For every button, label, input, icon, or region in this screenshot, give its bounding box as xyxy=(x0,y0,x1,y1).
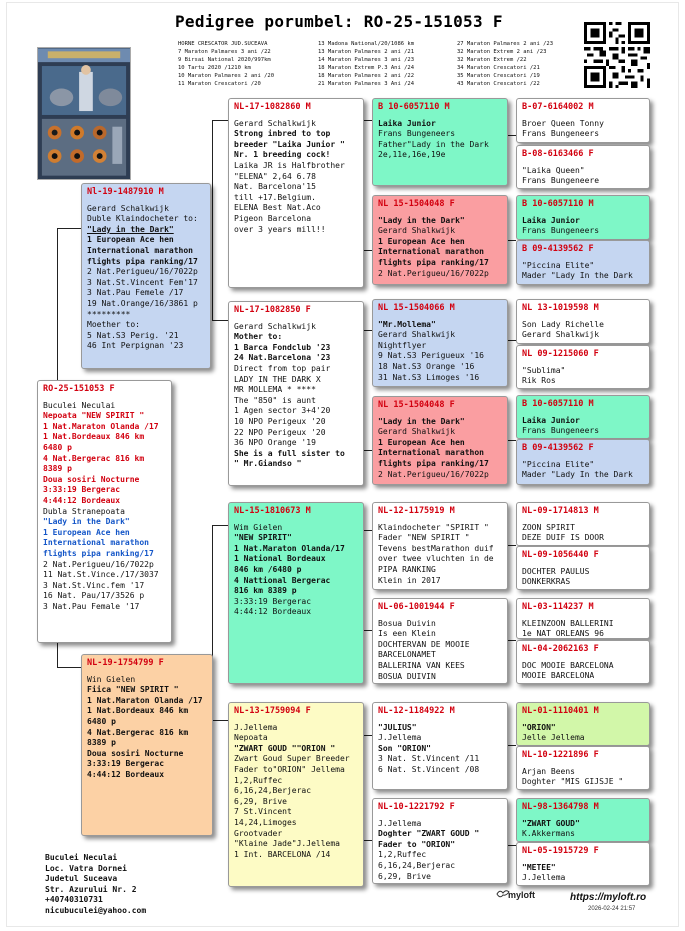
text-line: Doghter "ZWART GOUD " xyxy=(378,829,480,839)
text-line: Mader "Lady In the Dark xyxy=(522,470,633,480)
text-line: Fader to"ORION" Jellema xyxy=(234,764,345,774)
text-line: Win Gielen xyxy=(87,674,136,684)
text-line: BALLERINA VAN KEES xyxy=(378,660,465,670)
text-line: Duble Klaindocheter to: xyxy=(87,214,198,224)
text-line: 6,16,24,Berjerac xyxy=(378,860,456,870)
text-line: 9 Nat.S3 Perigueux '16 xyxy=(378,351,484,361)
text-line: Frans Bungeneere xyxy=(522,176,600,186)
text-line: Gerard Shalkwijk xyxy=(378,427,456,437)
text-line: 4:44:12 Bordeaux xyxy=(87,769,165,779)
ring-number: B 09-4139562 F xyxy=(522,443,594,453)
ring-number: NL-15-1810673 M xyxy=(234,506,311,516)
text-line: Laika JR is Halfbrother xyxy=(234,160,345,170)
text-line: International marathon xyxy=(378,247,484,257)
text-line: 36 NPO Orange '19 xyxy=(234,438,316,448)
text-line: Nat. Barcelona'15 xyxy=(234,182,316,192)
text-line: flights pipa ranking/17 xyxy=(378,458,489,468)
text-line: 46 Int Perpignan '23 xyxy=(87,341,184,351)
connector-line xyxy=(364,630,372,631)
text-line: "METEE" xyxy=(522,862,556,872)
ring-number: B 10-6057110 M xyxy=(522,399,594,409)
text-line: 6,29, Brive xyxy=(234,796,287,806)
text-line: 1 European Ace hen xyxy=(87,235,174,245)
text-line: International marathon xyxy=(378,448,484,458)
text-line: 816 km 8389 p xyxy=(234,586,297,596)
ring-number: NL-05-1915729 F xyxy=(522,846,599,856)
text-line: Laika Junior xyxy=(378,118,436,128)
text-line: "ZWART GOUD ""ORION " xyxy=(234,743,336,753)
text-line: 1e NAT ORLEANS 96 xyxy=(522,629,604,639)
text-line: Buculei Neculai xyxy=(43,400,116,410)
pedigree-box-g4-15[interactable] xyxy=(516,798,650,842)
text-line: till +17.Belgium. xyxy=(234,192,316,202)
text-line: DONKERKRAS xyxy=(522,577,571,587)
ring-number: B 09-4139562 F xyxy=(522,244,594,254)
text-line: 3 Nat.Pau Female '17 xyxy=(43,601,140,611)
results-column-2: 13 Madona National/20/1086 km 13 Maraton Palmares 2 ani /21 14 Maraton Palmares 3 ani /23 18 Maraton Extrem P.3 Ani /24 18 Maraton Palmares 2 ani /22 21 Maraton Palmares 3 Ani /24 xyxy=(318,41,415,87)
text-line: Gerard Shalkwijk xyxy=(522,330,600,340)
pedigree-box-dds[interactable] xyxy=(372,702,508,790)
owner-contact xyxy=(45,853,146,917)
ring-number: NL 15-1504048 F xyxy=(378,199,455,209)
text-line: 6 Nat. St.Vincent /08 xyxy=(378,764,480,774)
text-line: 3 Nat.St.Vincent Fem'17 xyxy=(87,277,198,287)
text-line: 1 European Ace hen xyxy=(378,437,465,447)
pedigree-box-dsd[interactable] xyxy=(372,598,508,684)
text-line: 846 km /6480 p xyxy=(234,564,302,574)
text-line: 16 Nat. Pau/17/3526 p xyxy=(43,591,145,601)
ring-number: NL-09-1714813 M xyxy=(522,506,599,516)
owner-line: Judetul Suceava xyxy=(45,874,118,884)
text-line: 11 Nat.St.Vince./17/3037 xyxy=(43,570,159,580)
text-line: Laika Junior xyxy=(522,215,580,225)
ring-number: NL-09-1056440 F xyxy=(522,550,599,560)
timestamp: 2026-02-24 21:57 xyxy=(588,906,636,912)
pedigree-box-g4-14[interactable] xyxy=(516,746,650,790)
ring-number: NL-10-1221792 F xyxy=(378,802,455,812)
text-line: Klein in 2017 xyxy=(378,575,441,585)
pedigree-box-g4-7[interactable] xyxy=(516,395,650,439)
text-line: DOCHTERVAN DE MOOIE xyxy=(378,639,470,649)
connector-line xyxy=(364,450,372,451)
owner-line: +40740310731 xyxy=(45,895,103,905)
text-line: 1 Nat.Bordeaux 846 km xyxy=(87,706,189,716)
website-link[interactable]: https://myloft.ro xyxy=(570,892,647,903)
text-line: 4 Nat.Bergerac 816 km xyxy=(43,453,145,463)
page-title: Pedigree porumbel: RO-25-151053 F xyxy=(175,12,503,31)
ring-number: B 10-6057110 M xyxy=(378,102,450,112)
text-line: Gerard Schalkwijk xyxy=(234,118,316,128)
text-line: 6,29, Brive xyxy=(378,871,431,881)
ring-number: NL-04-2062163 F xyxy=(522,644,599,654)
text-line: Laika Junior xyxy=(522,415,580,425)
ring-number: NL 15-1504048 F xyxy=(378,400,455,410)
text-line: Son Lady Richelle xyxy=(522,319,604,329)
pedigree-box-g4-8[interactable] xyxy=(516,439,650,485)
results-column-3: 27 Maraton Palmares 2 ani /23 32 Maraton Extrem 2 ani /23 32 Maraton Extrem /22 34 Maraton Crescatori /21 35 Maraton Crescatori /19 43 Maraton Crescatori /22 xyxy=(457,41,554,87)
owner-line: Loc. Vatra Dornei xyxy=(45,863,127,873)
text-line: Doua sosiri Nocturne xyxy=(43,474,140,484)
text-line: 4 Nat.Bergerac 816 km xyxy=(87,727,189,737)
text-line: Tevens bestMarathon duif xyxy=(378,543,494,553)
owner-email[interactable]: nicubuculei@yahoo.com xyxy=(45,905,147,915)
text-line: 1 Agen sector 3+4'20 xyxy=(234,406,331,416)
text-line: 22 NPO Perigeux '20 xyxy=(234,427,326,437)
text-line: Gerard Shalkwijk xyxy=(378,330,456,340)
connector-line xyxy=(364,250,372,251)
text-line: "Lady in the Dark" xyxy=(378,416,465,426)
pedigree-box-g4-5[interactable] xyxy=(516,299,650,344)
text-line: Nepoata xyxy=(234,733,268,743)
text-line: J.Jellema xyxy=(378,733,422,743)
text-line: ELENA Best Nat.Aco xyxy=(234,203,321,213)
text-line: Frans Bungeneers xyxy=(522,129,600,139)
pigeon-photo xyxy=(37,47,131,180)
text-line: "ELENA" 2,64 6.78 xyxy=(234,171,316,181)
text-line: Fader "NEW SPIRIT " xyxy=(378,533,470,543)
pedigree-box-sss[interactable] xyxy=(372,98,508,186)
text-line: "Piccina Elite" xyxy=(522,459,595,469)
connector-line xyxy=(212,720,228,721)
text-line: "ZWART GOUD" xyxy=(522,818,580,828)
owner-line: Str. Azurului Nr. 2 xyxy=(45,884,137,894)
text-line: 3:33:19 Bergerac xyxy=(234,596,312,606)
text-line: DOCHTER PAULUS xyxy=(522,566,590,576)
pedigree-box-sire-dam[interactable] xyxy=(228,301,364,486)
connector-line xyxy=(508,135,516,136)
text-line: 8389 p xyxy=(43,464,72,474)
ring-number: NL 13-1019598 M xyxy=(522,303,599,313)
connector-line xyxy=(508,440,516,441)
ring-number: NL-10-1221896 F xyxy=(522,750,599,760)
text-line: Frans Bungeneers xyxy=(522,226,600,236)
text-line: BOSUA DUIVIN xyxy=(378,671,436,681)
text-line: KLEINZOON BALLERINI xyxy=(522,618,614,628)
pedigree-box-g4-3[interactable] xyxy=(516,195,650,240)
text-line: The "850" is aunt xyxy=(234,395,316,405)
text-line: over twee vluchten in de xyxy=(378,554,494,564)
text-line: Pigeon Barcelona xyxy=(234,213,312,223)
text-line: flights pipa ranking/17 xyxy=(43,548,154,558)
ring-number: NL-17-1082850 F xyxy=(234,305,311,315)
qr-code-icon xyxy=(584,22,650,88)
ring-number: NL-12-1184922 M xyxy=(378,706,455,716)
text-line: PIPA RANKING xyxy=(378,564,436,574)
pedigree-box-dam-sire[interactable] xyxy=(228,502,364,684)
connector-sire xyxy=(57,228,58,380)
text-line: Gerard Schalkwijk xyxy=(87,203,169,213)
ring-number: Nl-19-1487910 M xyxy=(87,187,164,197)
pedigree-box-g4-16[interactable] xyxy=(516,842,650,886)
pedigree-box-sire[interactable] xyxy=(81,183,211,369)
pedigree-box-sire-sire[interactable] xyxy=(228,98,364,288)
pedigree-box-dss[interactable] xyxy=(372,502,508,590)
text-line: 3:33:19 Bergerac xyxy=(43,485,121,495)
text-line: Is een Klein xyxy=(378,629,436,639)
text-line: J.Jellema xyxy=(234,722,278,732)
owner-line: Buculei Neculai xyxy=(45,853,118,862)
connector-line xyxy=(212,320,228,321)
text-line: DOC MOOIE BARCELONA xyxy=(522,660,614,670)
text-line: 7 St.Vincent xyxy=(234,807,292,817)
text-line: Fiica "NEW SPIRIT " xyxy=(87,685,179,695)
text-line: "NEW SPIRIT" xyxy=(234,533,292,543)
pedigree-box-ssd[interactable] xyxy=(372,195,508,285)
text-line: Nr. 1 breeding cock! xyxy=(234,150,331,160)
text-line: Son "ORION" xyxy=(378,743,431,753)
text-line: 3 Nat.St.Vinc.fem '17 xyxy=(43,580,145,590)
text-line: Nepoata "NEW SPIRIT " xyxy=(43,411,145,421)
text-line: Mother to: xyxy=(234,332,283,342)
connector-sire-parents xyxy=(212,120,213,320)
pedigree-box-g4-12[interactable] xyxy=(516,640,650,684)
connector-line xyxy=(212,525,228,526)
text-line: 1 European Ace hen xyxy=(378,236,465,246)
text-line: 2 Nat.Perigueu/16/7022p xyxy=(378,469,489,479)
text-line: Father"Lady in the Dark xyxy=(378,139,489,149)
text-line: DEZE DUIF IS DOOR xyxy=(522,533,604,543)
text-line: 2e,11e,16e,19e xyxy=(378,150,446,160)
text-line: 3 Nat. St.Vincent /11 xyxy=(378,754,480,764)
ring-number: B 10-6057110 M xyxy=(522,199,594,209)
text-line: Mader "Lady In the Dark xyxy=(522,271,633,281)
text-line: Wim Gielen xyxy=(234,522,283,532)
text-line: Moether to: xyxy=(87,320,140,330)
pedigree-box-g4-10[interactable] xyxy=(516,546,650,590)
pedigree-box-g4-9[interactable] xyxy=(516,502,650,546)
pedigree-box-g4-2[interactable] xyxy=(516,145,650,189)
text-line: Strong inbred to top xyxy=(234,129,331,139)
connector-line xyxy=(508,845,516,846)
text-line: 1 Nat.Maraton Olanda /17 xyxy=(43,421,159,431)
text-line: Klaindocheter "SPIRIT " xyxy=(378,522,489,532)
text-line: "Piccina Elite" xyxy=(522,260,595,270)
text-line: 1 Nat.Maraton Olanda /17 xyxy=(87,695,203,705)
text-line: 1 Nat.Maraton Olanda/17 xyxy=(234,543,345,553)
text-line: 24 Nat.Barcelona '23 xyxy=(234,353,331,363)
text-line: MR MOLLEMA * **** xyxy=(234,385,316,395)
text-line: ZOON SPIRIT xyxy=(522,522,575,532)
pedigree-box-g4-4[interactable] xyxy=(516,240,650,285)
text-line: 1 Barca Fondclub '23 xyxy=(234,342,331,352)
pedigree-box-g4-13[interactable] xyxy=(516,702,650,746)
pedigree-box-subject[interactable] xyxy=(37,380,172,643)
connector-line xyxy=(364,840,372,841)
text-line: "Laika Queen" xyxy=(522,165,585,175)
pedigree-box-g4-1[interactable] xyxy=(516,98,650,143)
connector-line xyxy=(508,240,516,241)
text-line: Fader to "ORION" xyxy=(378,839,456,849)
connector-dam xyxy=(57,643,58,667)
text-line: BARCELONAMET xyxy=(378,650,436,660)
pedigree-box-dam-dam[interactable] xyxy=(228,702,364,887)
text-line: Doghter "MIS GIJSJE " xyxy=(522,777,624,787)
text-line: "Lady in the Dark" xyxy=(43,517,130,527)
text-line: Bosua Duivin xyxy=(378,618,436,628)
text-line: 19 Nat.Orange/16/3861 p xyxy=(87,298,198,308)
text-line: 1 European Ace hen xyxy=(43,527,130,537)
text-line: "Lady in the Dark" xyxy=(87,224,174,234)
ring-number: NL-01-1110401 M xyxy=(522,706,599,716)
text-line: 14,24,Limoges xyxy=(234,817,297,827)
text-line: International marathon xyxy=(87,245,193,255)
text-line: 10 NPO Perigeux '20 xyxy=(234,416,326,426)
text-line: She is a full sister to xyxy=(234,448,345,458)
pedigree-box-dam[interactable] xyxy=(81,654,213,836)
text-line: Grootvader xyxy=(234,828,283,838)
text-line: flights pipa ranking/17 xyxy=(87,256,198,266)
connector-line xyxy=(364,120,372,121)
pedigree-box-ddd[interactable] xyxy=(372,798,508,884)
text-line: 6,16,24,Berjerac xyxy=(234,786,312,796)
text-line: Broer Queen Tonny xyxy=(522,118,604,128)
text-line: 3:33:19 Bergerac xyxy=(87,759,165,769)
text-line: Rik Ros xyxy=(522,376,556,386)
text-line: ********* xyxy=(87,309,131,319)
connector-dam-h xyxy=(57,667,81,668)
text-line: 6480 p xyxy=(87,716,116,726)
connector-sire-h xyxy=(57,228,81,229)
text-line: 31 Nat.S3 Limoges '16 xyxy=(378,372,480,382)
ring-number: NL 09-1215060 F xyxy=(522,349,599,359)
text-line: 1,2,Ruffec xyxy=(378,850,427,860)
text-line: Doua sosiri Nocturne xyxy=(87,748,184,758)
ring-number: B-07-6164002 M xyxy=(522,102,594,112)
text-line: 2 Nat.Perigueu/16/7022p xyxy=(43,559,154,569)
text-line: over 3 years mill!! xyxy=(234,224,326,234)
text-line: J.Jellema xyxy=(522,873,566,883)
connector-line xyxy=(508,340,516,341)
text-line: Arjan Beens xyxy=(522,766,575,776)
text-line: 1 Int. BARCELONA /14 xyxy=(234,849,331,859)
text-line: 4 Nattional Bergerac xyxy=(234,575,331,585)
text-line: Frans Bungeneers xyxy=(378,129,456,139)
text-line: "Klaine Jade"J.Jellema xyxy=(234,839,340,849)
connector-line xyxy=(212,120,228,121)
text-line: 4:44:12 Bordeaux xyxy=(234,607,312,617)
text-line: breeder "Laika Junior " xyxy=(234,139,345,149)
ring-number: NL-19-1754799 F xyxy=(87,658,164,668)
ring-number: NL-12-1175919 M xyxy=(378,506,455,516)
text-line: 2 Nat.Perigueu/16/7022p xyxy=(87,267,198,277)
ring-number: B-08-6163466 F xyxy=(522,149,594,159)
text-line: 6480 p xyxy=(43,442,72,452)
text-line: International marathon xyxy=(43,538,149,548)
text-line: LADY IN THE DARK X xyxy=(234,374,321,384)
connector-line xyxy=(364,735,372,736)
pedigree-box-g4-11[interactable] xyxy=(516,598,650,639)
text-line: 1 National Bordeaux xyxy=(234,554,326,564)
pedigree-box-sds[interactable] xyxy=(372,299,508,387)
text-line: "Sublima" xyxy=(522,365,566,375)
text-line: Direct from top pair xyxy=(234,363,331,373)
text-line: 8389 p xyxy=(87,738,116,748)
text-line: 18 Nat.S3 Orange '16 xyxy=(378,361,475,371)
text-line: "Mr.Mollema" xyxy=(378,319,436,329)
results-column-1: HORNE CRESCATOR JUD.SUCEAVA 7 Maraton Palmares 3 ani /22 9 Birsai National 2020/997km 10 Tartu 2020 /1210 km 10 Maraton Palmares 2 ani /20 11 Maraton Crescatori /20 xyxy=(178,41,275,87)
text-line: 5 Nat.S3 Perig. '21 xyxy=(87,330,179,340)
connector-line xyxy=(508,640,516,641)
text-line: Frans Bungeneers xyxy=(522,426,600,436)
text-line: Gerard Schalkwijk xyxy=(234,321,316,331)
text-line: Nightflyer xyxy=(378,340,427,350)
text-line: Dubla Stranepoata xyxy=(43,506,125,516)
text-line: K.Akkermans xyxy=(522,829,575,839)
ring-number: NL-06-1001944 F xyxy=(378,602,455,612)
text-line: 3 Nat.Pau Femele /17 xyxy=(87,288,184,298)
text-line: Zwart Goud Super Breeder xyxy=(234,754,350,764)
pedigree-box-g4-6[interactable] xyxy=(516,345,650,389)
text-line: 1 Nat.Bordeaux 846 km xyxy=(43,432,145,442)
text-line: flights pipa ranking/17 xyxy=(378,257,489,267)
ring-number: NL-03-114237 M xyxy=(522,602,594,612)
text-line: 2 Nat.Perigueu/16/7022p xyxy=(378,268,489,278)
ring-number: RO-25-151053 F xyxy=(43,384,115,394)
connector-line xyxy=(508,745,516,746)
ring-number: NL-98-1364798 M xyxy=(522,802,599,812)
brand-name: myloft xyxy=(508,890,535,900)
ring-number: NL-17-1082860 M xyxy=(234,102,311,112)
connector-line xyxy=(364,330,372,331)
connector-line xyxy=(364,530,372,531)
text-line: 1,2,Ruffec xyxy=(234,775,283,785)
text-line: Jelle Jellema xyxy=(522,733,585,743)
text-line: 4:44:12 Bordeaux xyxy=(43,495,121,505)
text-line: "JULIUS" xyxy=(378,722,417,732)
text-line: "Lady in the Dark" xyxy=(378,215,465,225)
text-line: "ORION" xyxy=(522,722,556,732)
text-line: MOOIE BARCELONA xyxy=(522,671,595,681)
ring-number: NL 15-1504066 M xyxy=(378,303,455,313)
pedigree-box-sdd[interactable] xyxy=(372,396,508,485)
ring-number: NL-13-1759094 F xyxy=(234,706,311,716)
text-line: J.Jellema xyxy=(378,818,422,828)
text-line: " Mr.Giandso " xyxy=(234,459,302,469)
connector-line xyxy=(508,545,516,546)
text-line: Gerard Shalkwijk xyxy=(378,226,456,236)
